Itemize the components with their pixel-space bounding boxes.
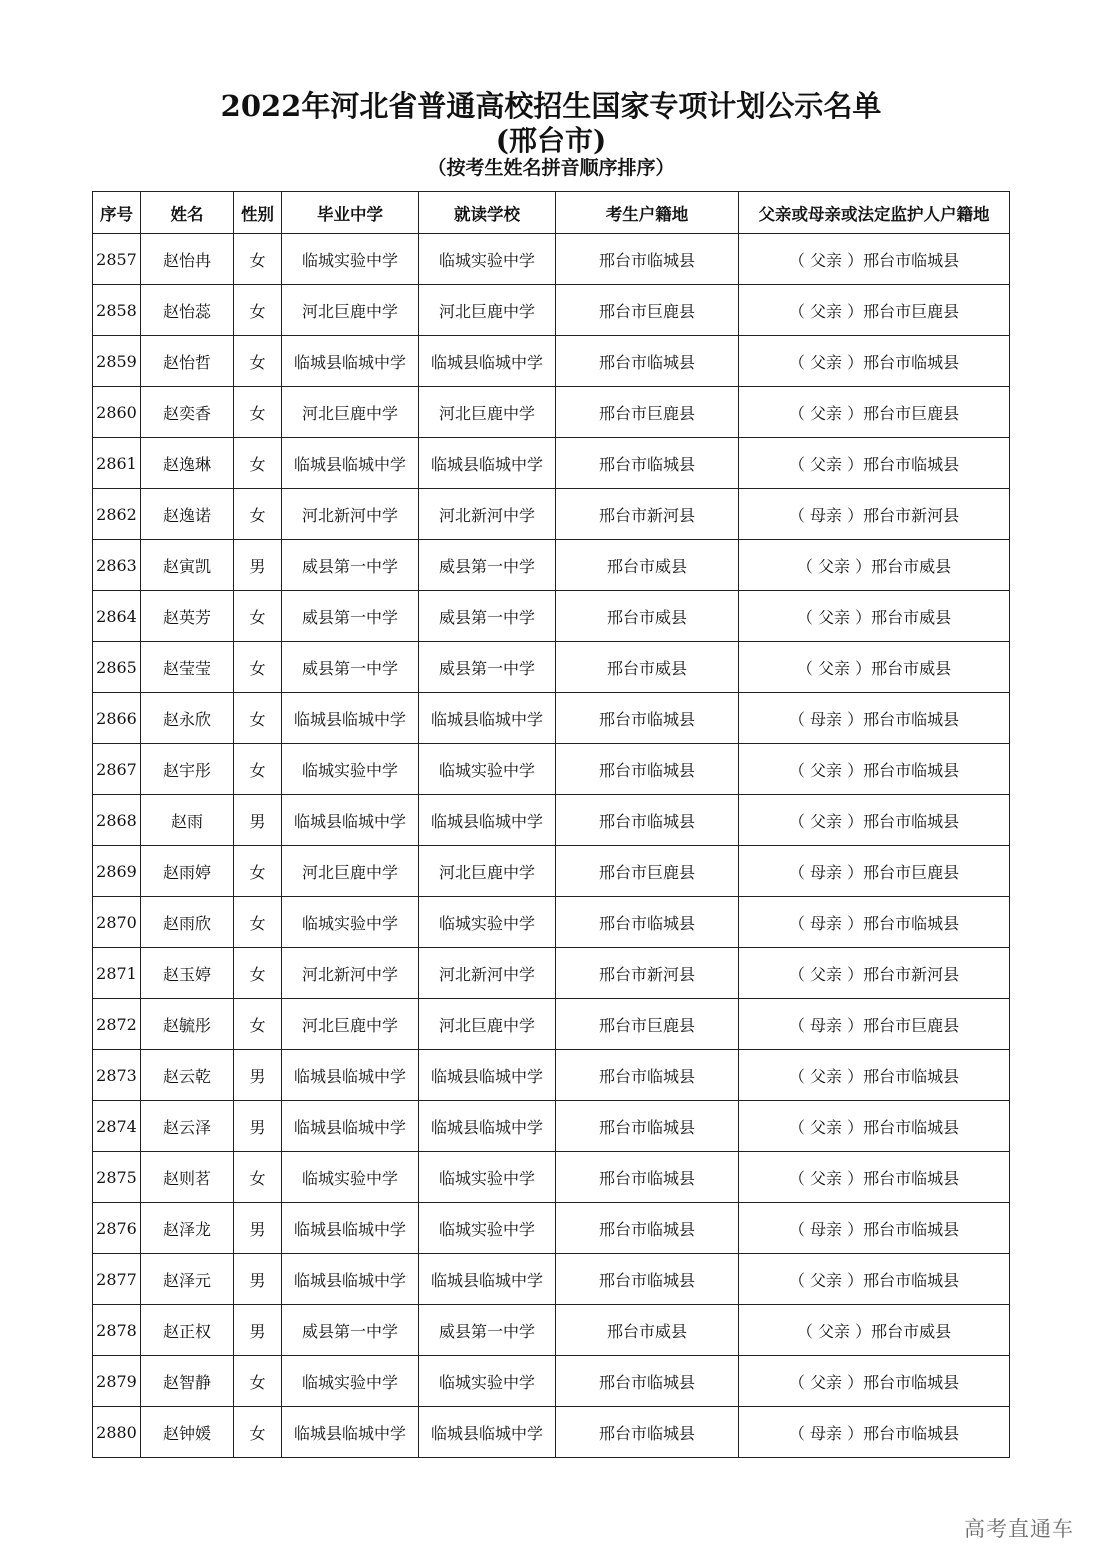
cell-guardian-hukou: （ 父亲 ）邢台市威县 xyxy=(739,642,1010,693)
cell-name: 赵玉婷 xyxy=(141,948,234,999)
cell-student-hukou: 邢台市巨鹿县 xyxy=(556,999,739,1050)
table-row xyxy=(93,387,1010,438)
cell-serial: 2867 xyxy=(93,744,141,795)
cell-current-school: 威县第一中学 xyxy=(419,642,556,693)
city-subtitle: (邢台市) xyxy=(495,124,607,157)
table-row xyxy=(93,897,1010,948)
table-row xyxy=(93,285,1010,336)
cell-gender: 男 xyxy=(234,540,282,591)
cell-gender: 女 xyxy=(234,642,282,693)
cell-guardian-hukou: （ 母亲 ）邢台市临城县 xyxy=(739,897,1010,948)
cell-name: 赵怡冉 xyxy=(141,234,234,285)
cell-serial: 2872 xyxy=(93,999,141,1050)
table-row xyxy=(93,1407,1010,1458)
cell-current-school: 临城实验中学 xyxy=(419,1152,556,1203)
roster-table xyxy=(92,191,1010,1458)
table-row xyxy=(93,744,1010,795)
cell-gender: 男 xyxy=(234,1101,282,1152)
table-row xyxy=(93,1356,1010,1407)
cell-name: 赵怡哲 xyxy=(141,336,234,387)
cell-name: 赵怡蕊 xyxy=(141,285,234,336)
cell-serial: 2860 xyxy=(93,387,141,438)
cell-graduated-school: 临城县临城中学 xyxy=(282,336,419,387)
cell-current-school: 临城实验中学 xyxy=(419,1356,556,1407)
cell-guardian-hukou: （ 父亲 ）邢台市临城县 xyxy=(739,1152,1010,1203)
cell-serial: 2880 xyxy=(93,1407,141,1458)
column-header-current-school: 就读学校 xyxy=(419,192,556,234)
cell-current-school: 临城实验中学 xyxy=(419,1203,556,1254)
table-row xyxy=(93,234,1010,285)
table-row xyxy=(93,540,1010,591)
cell-guardian-hukou: （ 父亲 ）邢台市临城县 xyxy=(739,1356,1010,1407)
column-header-name: 姓名 xyxy=(141,192,234,234)
cell-graduated-school: 河北巨鹿中学 xyxy=(282,387,419,438)
cell-gender: 男 xyxy=(234,1254,282,1305)
cell-serial: 2876 xyxy=(93,1203,141,1254)
cell-graduated-school: 临城实验中学 xyxy=(282,1356,419,1407)
cell-current-school: 河北巨鹿中学 xyxy=(419,387,556,438)
column-header-graduated-school: 毕业中学 xyxy=(282,192,419,234)
cell-graduated-school: 威县第一中学 xyxy=(282,591,419,642)
cell-name: 赵则茗 xyxy=(141,1152,234,1203)
cell-guardian-hukou: （ 父亲 ）邢台市新河县 xyxy=(739,948,1010,999)
cell-serial: 2879 xyxy=(93,1356,141,1407)
table-row xyxy=(93,795,1010,846)
cell-guardian-hukou: （ 母亲 ）邢台市新河县 xyxy=(739,489,1010,540)
table-row xyxy=(93,999,1010,1050)
cell-graduated-school: 临城县临城中学 xyxy=(282,1101,419,1152)
cell-gender: 女 xyxy=(234,1152,282,1203)
cell-serial: 2859 xyxy=(93,336,141,387)
cell-name: 赵雨欣 xyxy=(141,897,234,948)
table-row xyxy=(93,1152,1010,1203)
cell-gender: 女 xyxy=(234,948,282,999)
cell-graduated-school: 临城县临城中学 xyxy=(282,438,419,489)
column-header-student-hukou: 考生户籍地 xyxy=(556,192,739,234)
cell-graduated-school: 河北巨鹿中学 xyxy=(282,999,419,1050)
cell-current-school: 临城县临城中学 xyxy=(419,1254,556,1305)
cell-current-school: 河北新河中学 xyxy=(419,948,556,999)
cell-student-hukou: 邢台市威县 xyxy=(556,591,739,642)
table-row xyxy=(93,336,1010,387)
cell-guardian-hukou: （ 父亲 ）邢台市临城县 xyxy=(739,795,1010,846)
cell-graduated-school: 临城县临城中学 xyxy=(282,1407,419,1458)
cell-name: 赵智静 xyxy=(141,1356,234,1407)
cell-guardian-hukou: （ 父亲 ）邢台市威县 xyxy=(739,540,1010,591)
column-header-gender: 性别 xyxy=(234,192,282,234)
cell-current-school: 临城县临城中学 xyxy=(419,1050,556,1101)
cell-current-school: 临城实验中学 xyxy=(419,897,556,948)
cell-graduated-school: 临城实验中学 xyxy=(282,1152,419,1203)
table-row xyxy=(93,1305,1010,1356)
cell-current-school: 河北新河中学 xyxy=(419,489,556,540)
cell-serial: 2866 xyxy=(93,693,141,744)
cell-serial: 2870 xyxy=(93,897,141,948)
cell-name: 赵宇彤 xyxy=(141,744,234,795)
page-title: 2022年河北省普通高校招生国家专项计划公示名单 xyxy=(220,89,882,123)
cell-student-hukou: 邢台市新河县 xyxy=(556,489,739,540)
cell-graduated-school: 临城县临城中学 xyxy=(282,1050,419,1101)
cell-guardian-hukou: （ 父亲 ）邢台市巨鹿县 xyxy=(739,285,1010,336)
cell-current-school: 临城县临城中学 xyxy=(419,1101,556,1152)
cell-guardian-hukou: （ 父亲 ）邢台市临城县 xyxy=(739,1050,1010,1101)
cell-name: 赵云乾 xyxy=(141,1050,234,1101)
cell-name: 赵泽龙 xyxy=(141,1203,234,1254)
cell-gender: 女 xyxy=(234,693,282,744)
cell-serial: 2861 xyxy=(93,438,141,489)
cell-current-school: 威县第一中学 xyxy=(419,540,556,591)
cell-student-hukou: 邢台市临城县 xyxy=(556,1254,739,1305)
roster-body xyxy=(93,234,1010,1458)
cell-serial: 2858 xyxy=(93,285,141,336)
table-row xyxy=(93,1101,1010,1152)
cell-student-hukou: 邢台市巨鹿县 xyxy=(556,285,739,336)
cell-student-hukou: 邢台市临城县 xyxy=(556,1152,739,1203)
cell-student-hukou: 邢台市巨鹿县 xyxy=(556,387,739,438)
cell-name: 赵泽元 xyxy=(141,1254,234,1305)
cell-gender: 女 xyxy=(234,387,282,438)
cell-gender: 女 xyxy=(234,591,282,642)
sort-note: （按考生姓名拼音顺序排序） xyxy=(427,157,675,179)
cell-serial: 2857 xyxy=(93,234,141,285)
cell-serial: 2863 xyxy=(93,540,141,591)
table-row xyxy=(93,1050,1010,1101)
cell-serial: 2869 xyxy=(93,846,141,897)
cell-current-school: 临城县临城中学 xyxy=(419,336,556,387)
table-header-row xyxy=(93,192,1010,234)
cell-current-school: 河北巨鹿中学 xyxy=(419,846,556,897)
cell-student-hukou: 邢台市巨鹿县 xyxy=(556,846,739,897)
cell-student-hukou: 邢台市临城县 xyxy=(556,234,739,285)
cell-name: 赵寅凯 xyxy=(141,540,234,591)
cell-student-hukou: 邢台市临城县 xyxy=(556,336,739,387)
cell-graduated-school: 河北新河中学 xyxy=(282,489,419,540)
cell-graduated-school: 临城县临城中学 xyxy=(282,795,419,846)
cell-guardian-hukou: （ 母亲 ）邢台市临城县 xyxy=(739,1203,1010,1254)
cell-graduated-school: 威县第一中学 xyxy=(282,1305,419,1356)
cell-student-hukou: 邢台市临城县 xyxy=(556,438,739,489)
cell-current-school: 临城县临城中学 xyxy=(419,795,556,846)
table-row xyxy=(93,1254,1010,1305)
cell-student-hukou: 邢台市临城县 xyxy=(556,795,739,846)
cell-current-school: 威县第一中学 xyxy=(419,591,556,642)
cell-gender: 女 xyxy=(234,1407,282,1458)
cell-gender: 女 xyxy=(234,744,282,795)
cell-name: 赵逸诺 xyxy=(141,489,234,540)
cell-serial: 2871 xyxy=(93,948,141,999)
cell-gender: 男 xyxy=(234,1203,282,1254)
cell-current-school: 临城实验中学 xyxy=(419,744,556,795)
cell-current-school: 威县第一中学 xyxy=(419,1305,556,1356)
cell-guardian-hukou: （ 父亲 ）邢台市临城县 xyxy=(739,1254,1010,1305)
cell-graduated-school: 临城县临城中学 xyxy=(282,1254,419,1305)
cell-name: 赵莹莹 xyxy=(141,642,234,693)
cell-student-hukou: 邢台市临城县 xyxy=(556,744,739,795)
cell-serial: 2868 xyxy=(93,795,141,846)
cell-student-hukou: 邢台市威县 xyxy=(556,1305,739,1356)
cell-name: 赵英芳 xyxy=(141,591,234,642)
cell-graduated-school: 临城实验中学 xyxy=(282,744,419,795)
cell-guardian-hukou: （ 父亲 ）邢台市威县 xyxy=(739,591,1010,642)
cell-graduated-school: 临城县临城中学 xyxy=(282,693,419,744)
cell-name: 赵毓彤 xyxy=(141,999,234,1050)
cell-student-hukou: 邢台市临城县 xyxy=(556,1356,739,1407)
cell-gender: 女 xyxy=(234,285,282,336)
cell-guardian-hukou: （ 父亲 ）邢台市巨鹿县 xyxy=(739,387,1010,438)
cell-student-hukou: 邢台市新河县 xyxy=(556,948,739,999)
cell-current-school: 河北巨鹿中学 xyxy=(419,999,556,1050)
cell-name: 赵钟媛 xyxy=(141,1407,234,1458)
cell-student-hukou: 邢台市威县 xyxy=(556,540,739,591)
cell-student-hukou: 邢台市临城县 xyxy=(556,897,739,948)
cell-current-school: 临城县临城中学 xyxy=(419,438,556,489)
table-row xyxy=(93,693,1010,744)
cell-guardian-hukou: （ 父亲 ）邢台市临城县 xyxy=(739,438,1010,489)
watermark: 高考直通车 xyxy=(964,1517,1074,1541)
cell-guardian-hukou: （ 父亲 ）邢台市临城县 xyxy=(739,336,1010,387)
table-row xyxy=(93,948,1010,999)
column-header-serial: 序号 xyxy=(93,192,141,234)
cell-gender: 女 xyxy=(234,1356,282,1407)
cell-serial: 2875 xyxy=(93,1152,141,1203)
cell-gender: 女 xyxy=(234,846,282,897)
cell-student-hukou: 邢台市临城县 xyxy=(556,1050,739,1101)
table-row xyxy=(93,846,1010,897)
table-row xyxy=(93,1203,1010,1254)
cell-gender: 女 xyxy=(234,336,282,387)
cell-name: 赵永欣 xyxy=(141,693,234,744)
cell-current-school: 临城县临城中学 xyxy=(419,1407,556,1458)
cell-graduated-school: 临城县临城中学 xyxy=(282,1203,419,1254)
cell-serial: 2874 xyxy=(93,1101,141,1152)
cell-name: 赵雨婷 xyxy=(141,846,234,897)
table-row xyxy=(93,642,1010,693)
cell-gender: 女 xyxy=(234,234,282,285)
cell-student-hukou: 邢台市临城县 xyxy=(556,1101,739,1152)
cell-serial: 2878 xyxy=(93,1305,141,1356)
table-row xyxy=(93,591,1010,642)
cell-graduated-school: 临城实验中学 xyxy=(282,897,419,948)
cell-serial: 2864 xyxy=(93,591,141,642)
cell-guardian-hukou: （ 父亲 ）邢台市临城县 xyxy=(739,1101,1010,1152)
cell-student-hukou: 邢台市威县 xyxy=(556,642,739,693)
cell-graduated-school: 河北新河中学 xyxy=(282,948,419,999)
cell-current-school: 临城县临城中学 xyxy=(419,693,556,744)
cell-name: 赵奕香 xyxy=(141,387,234,438)
cell-guardian-hukou: （ 母亲 ）邢台市临城县 xyxy=(739,693,1010,744)
cell-name: 赵逸琳 xyxy=(141,438,234,489)
cell-student-hukou: 邢台市临城县 xyxy=(556,1407,739,1458)
cell-serial: 2873 xyxy=(93,1050,141,1101)
cell-graduated-school: 威县第一中学 xyxy=(282,642,419,693)
cell-gender: 女 xyxy=(234,438,282,489)
cell-student-hukou: 邢台市临城县 xyxy=(556,693,739,744)
cell-guardian-hukou: （ 父亲 ）邢台市临城县 xyxy=(739,744,1010,795)
cell-name: 赵云泽 xyxy=(141,1101,234,1152)
cell-guardian-hukou: （ 母亲 ）邢台市临城县 xyxy=(739,1407,1010,1458)
cell-graduated-school: 河北巨鹿中学 xyxy=(282,285,419,336)
cell-gender: 男 xyxy=(234,1050,282,1101)
cell-student-hukou: 邢台市临城县 xyxy=(556,1203,739,1254)
cell-graduated-school: 威县第一中学 xyxy=(282,540,419,591)
cell-gender: 女 xyxy=(234,999,282,1050)
cell-current-school: 河北巨鹿中学 xyxy=(419,285,556,336)
table-row xyxy=(93,438,1010,489)
cell-name: 赵雨 xyxy=(141,795,234,846)
column-header-guardian-hukou: 父亲或母亲或法定监护人户籍地 xyxy=(739,192,1010,234)
table-row xyxy=(93,489,1010,540)
cell-name: 赵正权 xyxy=(141,1305,234,1356)
cell-graduated-school: 河北巨鹿中学 xyxy=(282,846,419,897)
cell-serial: 2877 xyxy=(93,1254,141,1305)
cell-gender: 男 xyxy=(234,795,282,846)
cell-gender: 女 xyxy=(234,489,282,540)
cell-graduated-school: 临城实验中学 xyxy=(282,234,419,285)
cell-gender: 女 xyxy=(234,897,282,948)
cell-serial: 2865 xyxy=(93,642,141,693)
cell-guardian-hukou: （ 母亲 ）邢台市巨鹿县 xyxy=(739,999,1010,1050)
cell-guardian-hukou: （ 父亲 ）邢台市临城县 xyxy=(739,234,1010,285)
cell-gender: 男 xyxy=(234,1305,282,1356)
cell-current-school: 临城实验中学 xyxy=(419,234,556,285)
cell-guardian-hukou: （ 父亲 ）邢台市威县 xyxy=(739,1305,1010,1356)
cell-guardian-hukou: （ 母亲 ）邢台市巨鹿县 xyxy=(739,846,1010,897)
cell-serial: 2862 xyxy=(93,489,141,540)
